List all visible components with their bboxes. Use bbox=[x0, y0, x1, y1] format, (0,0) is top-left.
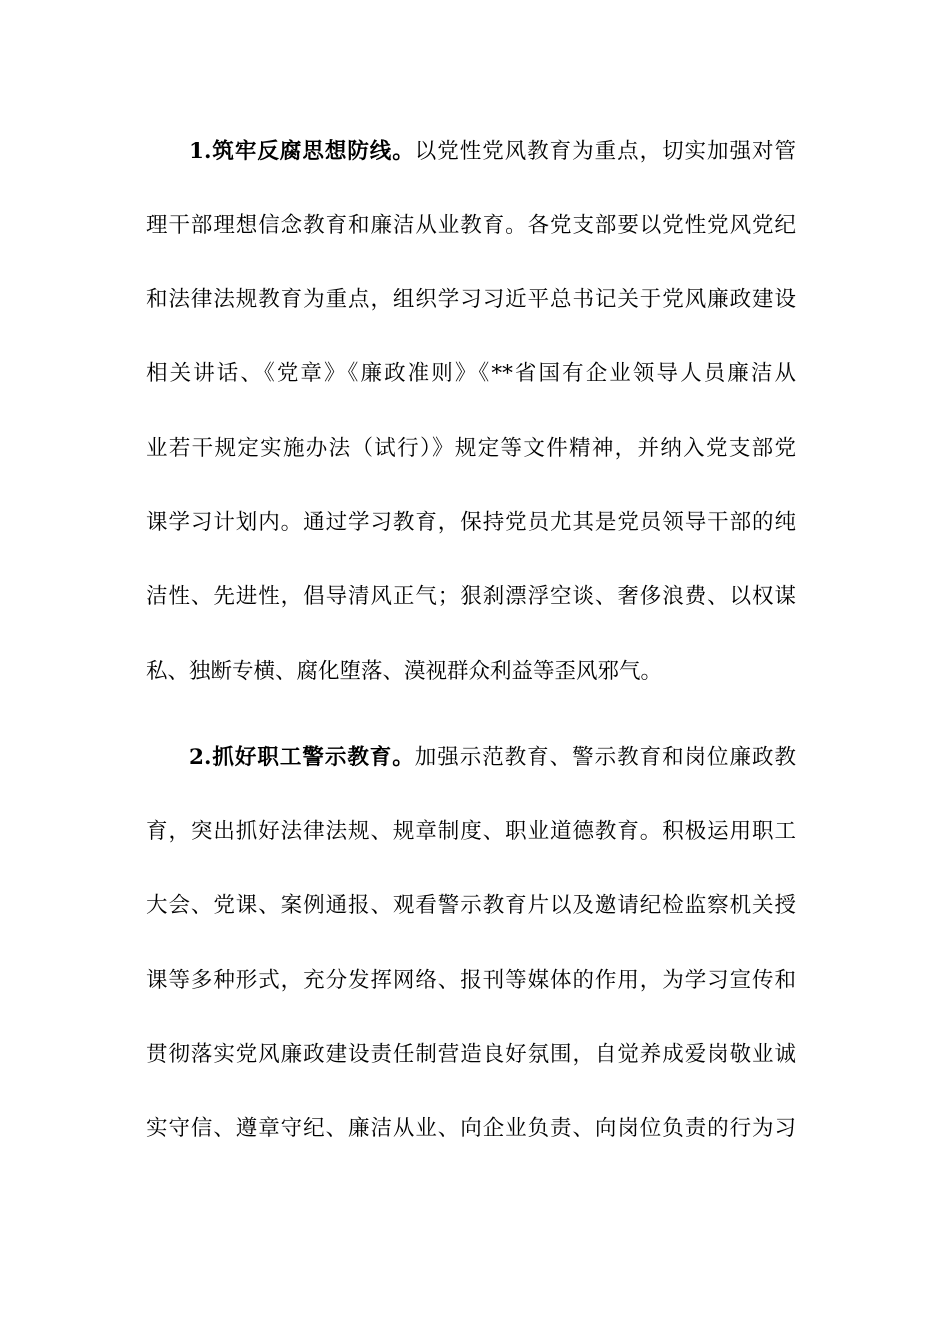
paragraph-line bbox=[189, 738, 796, 778]
paragraph-line: 业若干规定实施办法（试行）》规定等文件精神，并纳入党支部党 bbox=[146, 436, 796, 461]
paragraph-heading: 1.筑牢反腐思想防线。 bbox=[189, 139, 415, 164]
paragraph-line: 大会、党课、案例通报、观看警示教育片以及邀请纪检监察机关授 bbox=[146, 893, 796, 918]
paragraph-text: 加强示范教育、警示教育和岗位廉政教 bbox=[414, 745, 796, 770]
paragraph-line: 洁性、先进性，倡导清风正气；狠刹漂浮空谈、奢侈浪费、以权谋 bbox=[146, 584, 796, 609]
paragraph-line: 贯彻落实党风廉政建设责任制营造良好氛围，自觉养成爱岗敬业诚 bbox=[146, 1042, 796, 1067]
paragraph-line: 私、独断专横、腐化堕落、漠视群众利益等歪风邪气。 bbox=[146, 659, 663, 684]
paragraph-text: 以党性党风教育为重点，切实加强对管 bbox=[414, 139, 796, 164]
paragraph-line: 相关讲话、《党章》《廉政准则》《**省国有企业领导人员廉洁从 bbox=[146, 361, 796, 386]
paragraph-line: 实守信、遵章守纪、廉洁从业、向企业负责、向岗位负责的行为习 bbox=[146, 1116, 796, 1141]
paragraph-line: 课等多种形式，充分发挥网络、报刊等媒体的作用，为学习宣传和 bbox=[146, 968, 796, 993]
paragraph-line: 理干部理想信念教育和廉洁从业教育。各党支部要以党性党风党纪 bbox=[146, 213, 796, 238]
paragraph-line: 课学习计划内。通过学习教育，保持党员尤其是党员领导干部的纯 bbox=[146, 510, 796, 535]
paragraph-line: 育，突出抓好法律法规、规章制度、职业道德教育。积极运用职工 bbox=[146, 819, 796, 844]
paragraph-line bbox=[189, 132, 796, 172]
paragraph-heading: 2.抓好职工警示教育。 bbox=[189, 745, 415, 770]
paragraph-line: 和法律法规教育为重点，组织学习习近平总书记关于党风廉政建设 bbox=[146, 287, 796, 312]
